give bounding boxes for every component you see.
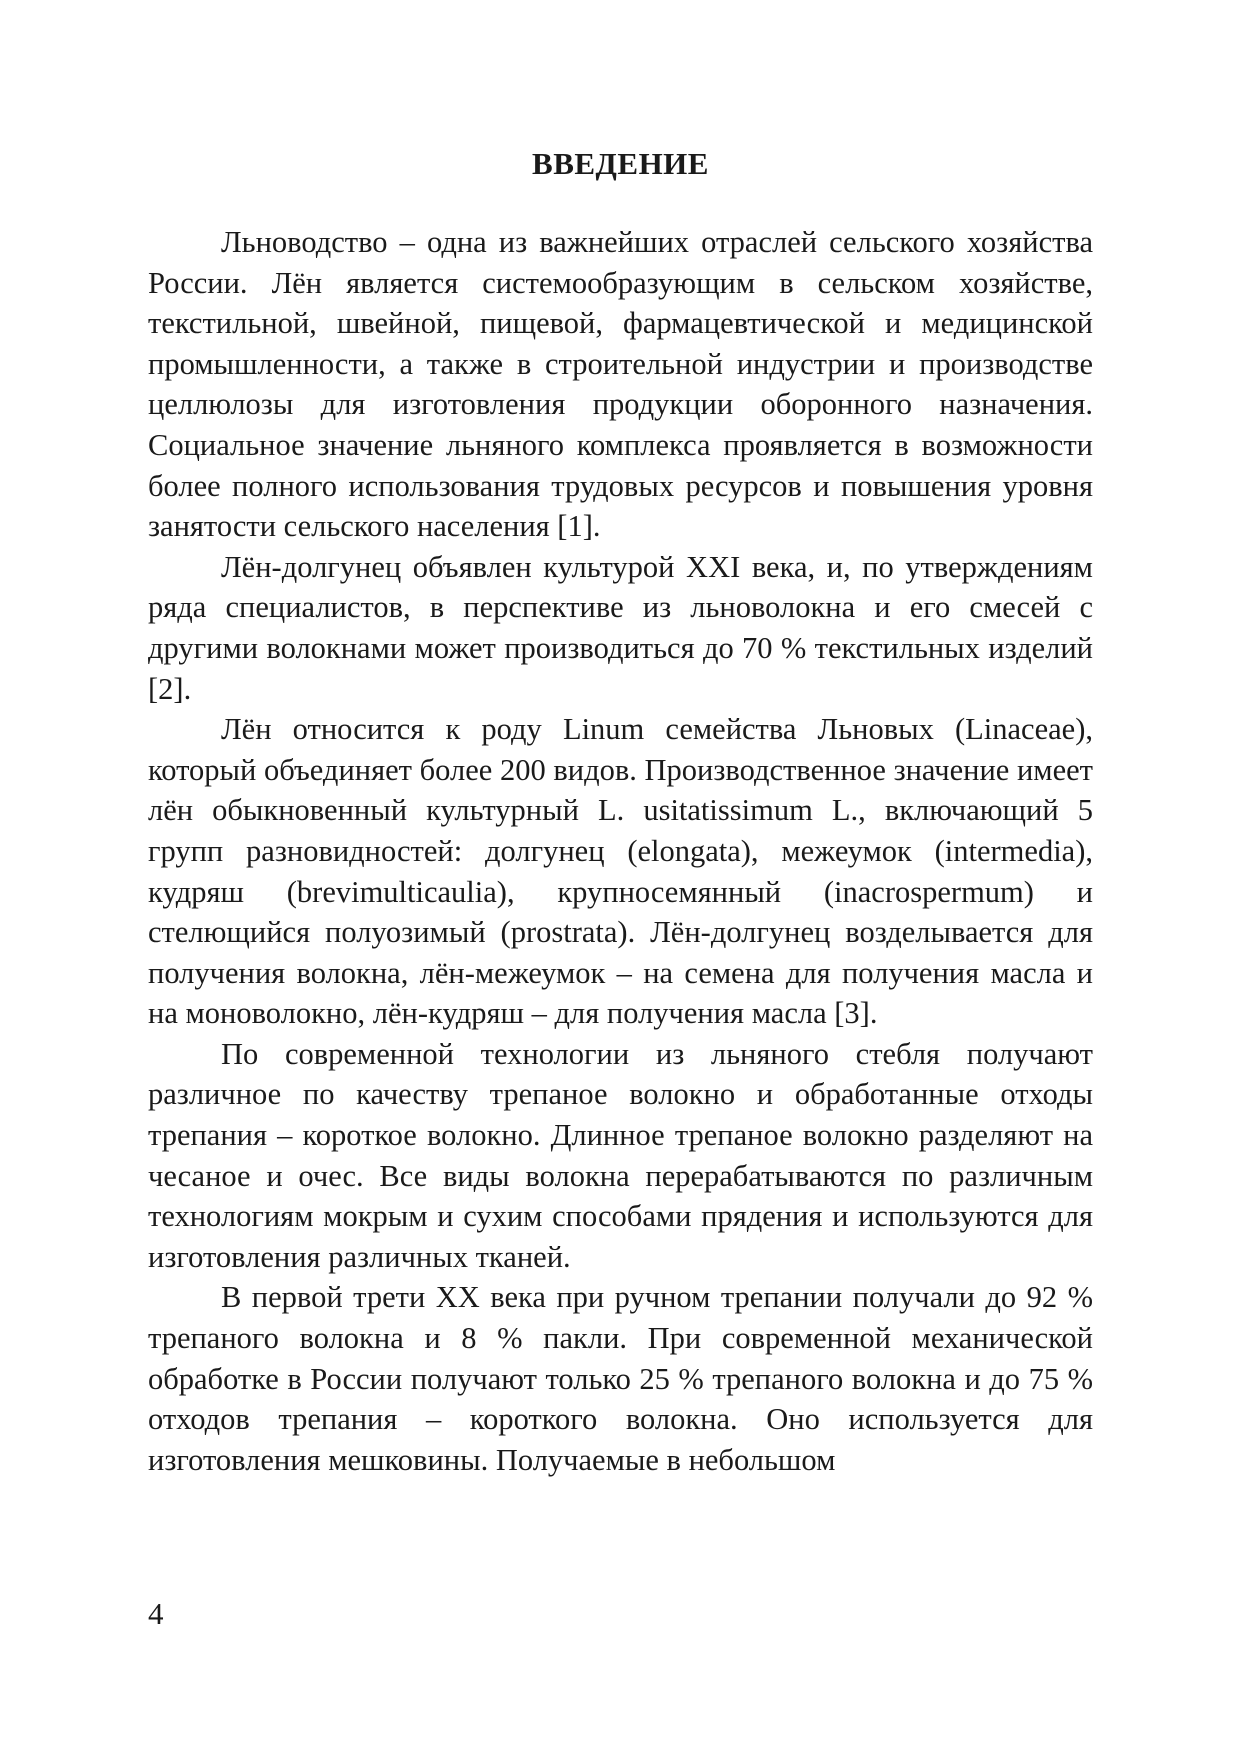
paragraph: В первой трети XX века при ручном трепании получали до 92 % трепаного волокна и 8 % пакли. При современной механической обработке в России получают только 25 % трепаного волокна и до 75 % отходов трепания – короткого волокна. Оно используется для изготовления мешковины. Получаемые в небольшом <box>148 1280 1093 1477</box>
paragraph: Льноводство – одна из важнейших отраслей сельского хозяйства России. Лён является системообразующим в сельском хозяйстве, текстильной, швейной, пищевой, фармацевтической и медицинской промышленности, а также в строительной индустрии и производстве целлюлозы для изготовления продукции оборонного назначения. Социальное значение льняного комплекса проявляется в возможности более полного использования трудовых ресурсов и повышения уровня занятости сельского населения [1]. <box>148 225 1093 544</box>
paragraph: Лён-долгунец объявлен культурой XXI века, и, по утверждениям ряда специалистов, в перспективе из льноволокна и его смесей с другими волокнами может производиться до 70 % текстильных изделий [2]. <box>148 549 1093 706</box>
page-number: 4 <box>148 1596 164 1631</box>
body-text <box>148 222 1093 1480</box>
paragraph: По современной технологии из льняного стебля получают различное по качеству трепаное волокно и обработанные отходы трепания – короткое волокно. Длинное трепаное волокно разделяют на чесаное и очес. Все виды волокна перерабатываются по различным технологиям мокрым и сухим способами прядения и используются для изготовления различных тканей. <box>148 1036 1093 1274</box>
page-title: ВВЕДЕНИЕ <box>532 146 709 181</box>
paragraph: Лён относится к роду Linum семейства Льновых (Linaceae), который объединяет более 200 видов. Производственное значение имеет лён обыкновенный культурный L. usitatissimum L., включающий 5 групп разновидностей: долгунец (elongata), межеумок (intermedia), кудряш (brevimulticaulia), крупносемянный (inacrospermum) и стелющийся полуозимый (prostrata). Лён-долгунец возделывается для получения волокна, лён-межеумок – на семена для получения масла и на моноволокно, лён-кудряш – для получения масла [3]. <box>148 712 1093 1031</box>
